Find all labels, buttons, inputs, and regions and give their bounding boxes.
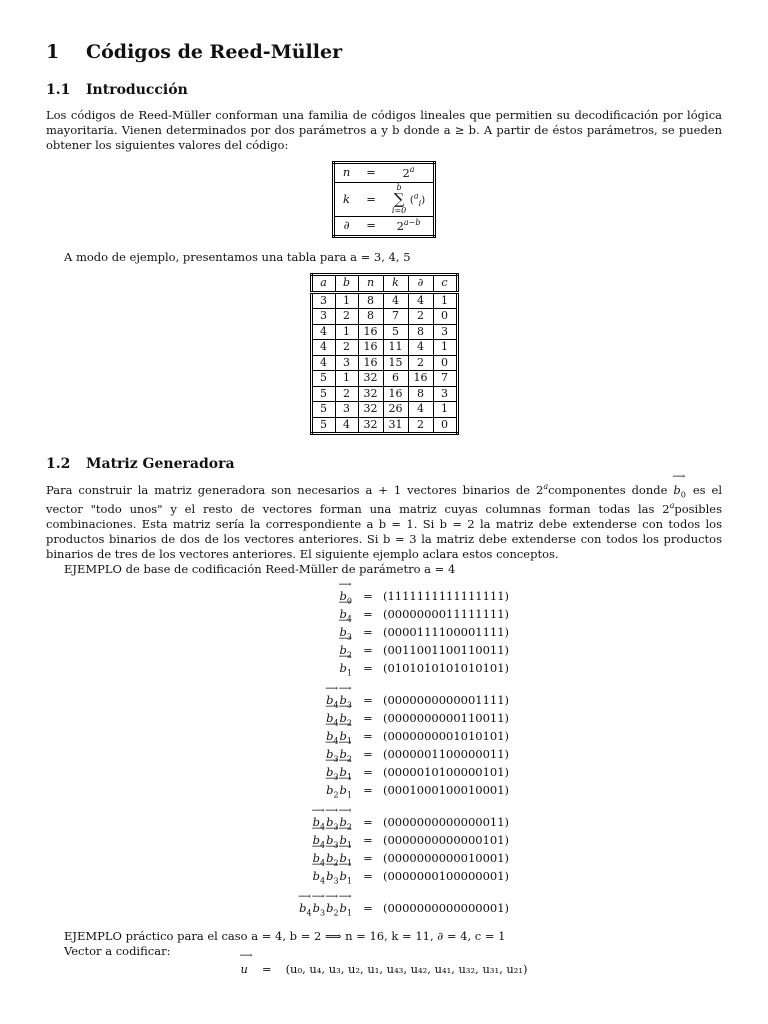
- equals-sign: =: [363, 851, 373, 866]
- table-cell: 32: [358, 371, 383, 387]
- vector-b: ⟶ $b_2$: [340, 813, 352, 836]
- document-page: [46, 40, 722, 977]
- generator-example-heading: EJEMPLO de base de codificación Reed-Müller de parámetro a = 4: [64, 562, 456, 577]
- rm-table-header-cell: ∂: [408, 275, 433, 293]
- table-cell: 1: [335, 371, 358, 387]
- generator-paragraph: Para construir la matriz generadora son necesarios a + 1 vectores binarios de 2$^a$componentes donde ⟶ $b_0$ es el vector "todo unos" y el resto de vectores forman una matriz cuyas columnas forman todas las 2$^a$posibles combinaciones. Esta matriz sería la correspondiente a b = 1. Si b = 2 la matriz debe extenderse con todos los productos binarios de dos de los vectores anteriores. Si b = 3 la matriz debe extenderse con todos los productos binarios de tres de los vectores anteriores. El siguiente ejemplo aclara estos conceptos.: [46, 482, 722, 562]
- table-row: [311, 355, 457, 371]
- table-row: [311, 340, 457, 356]
- equals-sign: =: [363, 643, 373, 658]
- table-cell: 31: [383, 417, 408, 434]
- section-heading: [46, 40, 722, 65]
- table-cell: 4: [311, 324, 335, 340]
- vector-product-lhs: [225, 781, 353, 799]
- generator-text-part: posibles combinaciones. Esta matriz sería la correspondiente a b = 1. Si b = 2 la matriz debe extenderse con todos los productos binarios de dos de los vectores anteriores. Si b = 3 la matriz debe extenderse con todos los productos binarios de tres de los vectores anteriores. El siguiente ejemplo aclara estos conceptos.: [46, 501, 722, 561]
- binary-vector-value: (0000000000110011): [383, 711, 510, 726]
- table-cell: 0: [433, 355, 457, 371]
- vector-b: ⟶ $b_4$: [326, 727, 338, 750]
- table-cell: 4: [383, 292, 408, 309]
- table-row: [311, 386, 457, 402]
- equals-sign: =: [363, 783, 373, 798]
- generator-text-part: Para construir la matriz generadora son necesarios a + 1 vectores binarios de 2: [46, 482, 544, 497]
- equals-sign: =: [261, 961, 272, 976]
- table-cell: 16: [358, 324, 383, 340]
- vector-b: ⟶ $b_4$: [326, 691, 338, 714]
- vector-product-lhs: [225, 867, 353, 885]
- equals-sign: =: [363, 833, 373, 848]
- table-cell: 26: [383, 402, 408, 418]
- table-cell: 32: [358, 417, 383, 434]
- table-cell: 5: [311, 417, 335, 434]
- vector-group: [46, 587, 722, 677]
- subsection-number: 1.1: [46, 82, 71, 99]
- practical-example: EJEMPLO práctico para el caso a = 4, b = 2 ⟹ n = 16, k = 11, ∂ = 4, c = 1: [64, 929, 506, 944]
- table-cell: 3: [311, 309, 335, 325]
- table-row: [311, 417, 457, 434]
- subsection-number: 1.2: [46, 456, 71, 473]
- intro-paragraph: Los códigos de Reed-Müller conforman una familia de códigos lineales que permitien su decodificación por lógica mayoritaria. Vienen determinados por dos parámetros a y b donde a ≥ b. A partir de éstos parámetros, se pueden obtener los siguientes valores del código:: [46, 107, 722, 152]
- vector-product-lhs: [225, 659, 353, 677]
- table-cell: 4: [311, 340, 335, 356]
- rm-table-header-cell: c: [433, 275, 457, 293]
- vector-b: ⟶ $b_3$: [326, 745, 338, 768]
- binary-vector-value: (0000000100000001): [383, 869, 510, 884]
- table-cell: 7: [433, 371, 457, 387]
- table-row: [311, 292, 457, 309]
- vector-product-lhs: [225, 605, 353, 623]
- table-cell: 16: [358, 355, 383, 371]
- binary-vector-value: (0000000000000101): [383, 833, 510, 848]
- vector-b: ⟶ $b_3$: [326, 831, 338, 854]
- equals-sign: =: [363, 765, 373, 780]
- rm-table-body: [311, 292, 457, 434]
- vector-b: ⟶ $b_4$: [313, 849, 325, 872]
- section-number: 1: [46, 41, 60, 63]
- vector-b: ⟶ $b_1$: [340, 659, 352, 682]
- vector-b: ⟶ $b_3$: [313, 899, 325, 922]
- table-cell: 4: [408, 402, 433, 418]
- table-cell: 3: [335, 355, 358, 371]
- table-cell: 1: [433, 340, 457, 356]
- vector-b: ⟶ $b_3$: [326, 813, 338, 836]
- vector-u: ⟶ u: [241, 962, 248, 977]
- vector-b: ⟶ $b_4$: [313, 813, 325, 836]
- table-row: [311, 309, 457, 325]
- vector-b: ⟶ $b_4$: [313, 831, 325, 854]
- table-cell: 0: [433, 417, 457, 434]
- table-cell: 16: [383, 386, 408, 402]
- table-cell: 3: [311, 292, 335, 309]
- rm-parameters-table: [310, 273, 459, 435]
- equals-sign: =: [363, 661, 373, 676]
- rm-table-header-row: [311, 275, 457, 293]
- param-k: k: [343, 191, 351, 206]
- param-n-value: 2$^a$: [402, 165, 415, 180]
- vector-product-lhs: [225, 623, 353, 641]
- vector-b: ⟶ $b_2$: [326, 781, 338, 804]
- params-table: [332, 161, 436, 238]
- vector-b: ⟶ $b_1$: [340, 781, 352, 804]
- subsection-title: Introducción: [86, 82, 188, 99]
- equals-sign: =: [363, 815, 373, 830]
- binary-vector-value: (0000000001010101): [383, 729, 510, 744]
- rm-table-header-cell: b: [335, 275, 358, 293]
- param-d: ∂: [333, 217, 358, 237]
- table-row: [311, 371, 457, 387]
- params-row-n: [333, 163, 434, 183]
- table-cell: 15: [383, 355, 408, 371]
- generator-text-part: componentes donde: [548, 482, 668, 497]
- param-eq: =: [358, 217, 384, 237]
- summation-icon: b ∑ i=0: [391, 183, 407, 216]
- table-cell: 0: [433, 309, 457, 325]
- vector-b: ⟶ $b_4$: [299, 899, 311, 922]
- param-n: n: [342, 165, 351, 180]
- vector-b: ⟶ $b_4$: [326, 709, 338, 732]
- subsection-title: Matriz Generadora: [86, 456, 235, 473]
- table-cell: 8: [408, 324, 433, 340]
- table-cell: 8: [358, 309, 383, 325]
- rm-table-header-cell: n: [358, 275, 383, 293]
- param-eq: =: [358, 183, 384, 217]
- vector-b: ⟶ $b_3$: [340, 691, 352, 714]
- binary-vector-value: (0101010101010101): [383, 661, 510, 676]
- table-cell: 3: [335, 402, 358, 418]
- binary-vector-value: (0000010100000101): [383, 765, 510, 780]
- section-title: Códigos de Reed-Müller: [86, 41, 343, 63]
- table-cell: 2: [408, 309, 433, 325]
- table-cell: 2: [335, 386, 358, 402]
- table-cell: 8: [358, 292, 383, 309]
- table-cell: 5: [383, 324, 408, 340]
- binary-vector-value: (0000000000000001): [383, 901, 510, 916]
- table-cell: 3: [433, 386, 457, 402]
- param-k-value: b ∑ i=0 ($^a_i$): [384, 183, 435, 217]
- param-d-value: $2^{a-b}$: [384, 217, 435, 237]
- binary-vector-value: (0001000100010001): [383, 783, 510, 798]
- table-cell: 16: [408, 371, 433, 387]
- binary-vector-value: (1111111111111111): [383, 589, 510, 604]
- equals-sign: =: [363, 901, 373, 916]
- equals-sign: =: [363, 589, 373, 604]
- vector-b: ⟶ $b_1$: [340, 763, 352, 786]
- vector-b: ⟶ $b_2$: [326, 899, 338, 922]
- table-cell: 32: [358, 386, 383, 402]
- table-cell: 1: [335, 324, 358, 340]
- table-cell: 2: [335, 309, 358, 325]
- vector-b: ⟶ $b_3$: [340, 623, 352, 646]
- binary-vector-value: (0000000000001111): [383, 693, 510, 708]
- vector-group: [46, 813, 722, 885]
- table-cell: 1: [433, 292, 457, 309]
- vector-group: [46, 691, 722, 799]
- equals-sign: =: [363, 693, 373, 708]
- rm-table-header-cell: k: [383, 275, 408, 293]
- vector-b: ⟶ $b_4$: [340, 605, 352, 628]
- table-cell: 2: [408, 355, 433, 371]
- table-cell: 5: [311, 386, 335, 402]
- table-row: [311, 402, 457, 418]
- vector-b: ⟶ $b_0$: [340, 587, 352, 610]
- binary-vector-value: (0011001100110011): [383, 643, 510, 658]
- equals-sign: =: [363, 747, 373, 762]
- vector-b: ⟶ $b_4$: [313, 867, 325, 890]
- vector-group: [46, 899, 722, 917]
- vector-b: ⟶ $b_2$: [340, 745, 352, 768]
- rm-table-wrap: [46, 265, 722, 455]
- binary-vector-value: (0000000000000011): [383, 815, 510, 830]
- table-cell: 4: [408, 292, 433, 309]
- table-cell: 16: [358, 340, 383, 356]
- params-row-d: [333, 217, 434, 237]
- table-cell: 32: [358, 402, 383, 418]
- vector-b: ⟶ $b_1$: [340, 849, 352, 872]
- binary-vector-value: (0000111100001111): [383, 625, 510, 640]
- equals-sign: =: [363, 625, 373, 640]
- equals-sign: =: [363, 711, 373, 726]
- table-cell: 5: [311, 402, 335, 418]
- table-cell: 1: [335, 292, 358, 309]
- table-cell: 11: [383, 340, 408, 356]
- vector-b: ⟶ $b_1$: [340, 831, 352, 854]
- table-row: [311, 324, 457, 340]
- equals-sign: =: [363, 869, 373, 884]
- table-cell: 7: [383, 309, 408, 325]
- vector-b0: ⟶ $b_0$: [673, 483, 685, 501]
- binary-vector-value: (0000000000010001): [383, 851, 510, 866]
- equals-sign: =: [363, 729, 373, 744]
- binary-vector-value: (0000000011111111): [383, 607, 510, 622]
- table-cell: 4: [311, 355, 335, 371]
- table-cell: 5: [311, 371, 335, 387]
- param-eq: =: [366, 165, 376, 180]
- example-intro-text: A modo de ejemplo, presentamos una tabla para a = 3, 4, 5: [64, 250, 411, 265]
- table-cell: 4: [408, 340, 433, 356]
- vector-product-lhs: [225, 641, 353, 659]
- table-cell: 2: [408, 417, 433, 434]
- u-vector-components: (u₀, u₄, u₃, u₂, u₁, u₄₃, u₄₂, u₄₁, u₃₂, u₃₁, u₂₁): [285, 961, 528, 976]
- table-cell: 4: [335, 417, 358, 434]
- vector-b: ⟶ $b_1$: [340, 899, 352, 922]
- vector-b: ⟶ $b_2$: [340, 641, 352, 664]
- vector-product-lhs: [225, 899, 353, 917]
- vector-b: ⟶ $b_2$: [340, 709, 352, 732]
- rm-table-header-cell: a: [311, 275, 335, 293]
- vector-equations: [46, 587, 722, 917]
- vector-b: ⟶ $b_3$: [326, 763, 338, 786]
- table-cell: 3: [433, 324, 457, 340]
- vector-b: ⟶ $b_2$: [326, 849, 338, 872]
- params-table-wrap: [46, 153, 722, 250]
- binary-vector-value: (0000001100000011): [383, 747, 510, 762]
- table-cell: 1: [433, 402, 457, 418]
- subsection-heading-generator: [46, 455, 722, 473]
- subsection-heading-intro: [46, 81, 722, 99]
- equals-sign: =: [363, 607, 373, 622]
- vector-b: ⟶ $b_1$: [340, 727, 352, 750]
- table-cell: 6: [383, 371, 408, 387]
- vector-product-lhs: [225, 587, 353, 605]
- params-row-k: [333, 183, 434, 217]
- vector-b: ⟶ $b_3$: [326, 867, 338, 890]
- vector-label: Vector a codificar:: [64, 944, 171, 959]
- table-cell: 2: [335, 340, 358, 356]
- u-vector-equation: [46, 962, 722, 977]
- vector-b: ⟶ $b_1$: [340, 867, 352, 890]
- table-cell: 8: [408, 386, 433, 402]
- generator-text-part: es el vector "todo unos" y el resto de vectores forman una matriz cuyas columnas forman todas las 2: [46, 482, 722, 516]
